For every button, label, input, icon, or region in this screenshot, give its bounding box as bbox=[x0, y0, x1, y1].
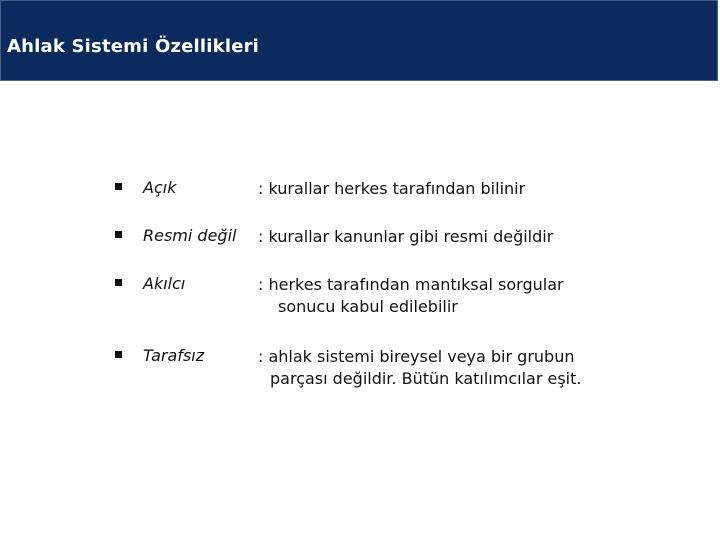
bullet-description bbox=[258, 274, 564, 318]
bullet-term: Tarafsız bbox=[143, 346, 205, 365]
bullet-description-line2: sonucu kabul edilebilir bbox=[278, 297, 458, 316]
bullet-description bbox=[258, 178, 525, 200]
bullet-description-line1: : ahlak sistemi bireysel veya bir grubun bbox=[258, 347, 575, 366]
bullet-description-line1: : kurallar kanunlar gibi resmi değildir bbox=[258, 227, 554, 246]
square-bullet-icon bbox=[115, 231, 122, 238]
square-bullet-icon bbox=[115, 279, 122, 286]
bullet-term: Resmi değil bbox=[143, 226, 237, 245]
bullet-description bbox=[258, 346, 581, 390]
square-bullet-icon bbox=[115, 351, 122, 358]
title-bar bbox=[0, 0, 718, 81]
bullet-term: Akılcı bbox=[143, 274, 186, 293]
bullet-description-line2: parçası değildir. Bütün katılımcılar eşit. bbox=[270, 369, 582, 388]
bullet-term: Açık bbox=[143, 178, 177, 197]
bullet-description-line1: : kurallar herkes tarafından bilinir bbox=[258, 179, 526, 198]
bullet-description-line1: : herkes tarafından mantıksal sorgular bbox=[258, 275, 564, 294]
square-bullet-icon bbox=[115, 183, 122, 190]
bullet-item-akilci bbox=[0, 274, 720, 334]
bullet-item-tarafsiz bbox=[0, 346, 720, 406]
slide-title: Ahlak Sistemi Özellikleri bbox=[7, 36, 260, 57]
bullet-description bbox=[258, 226, 553, 248]
